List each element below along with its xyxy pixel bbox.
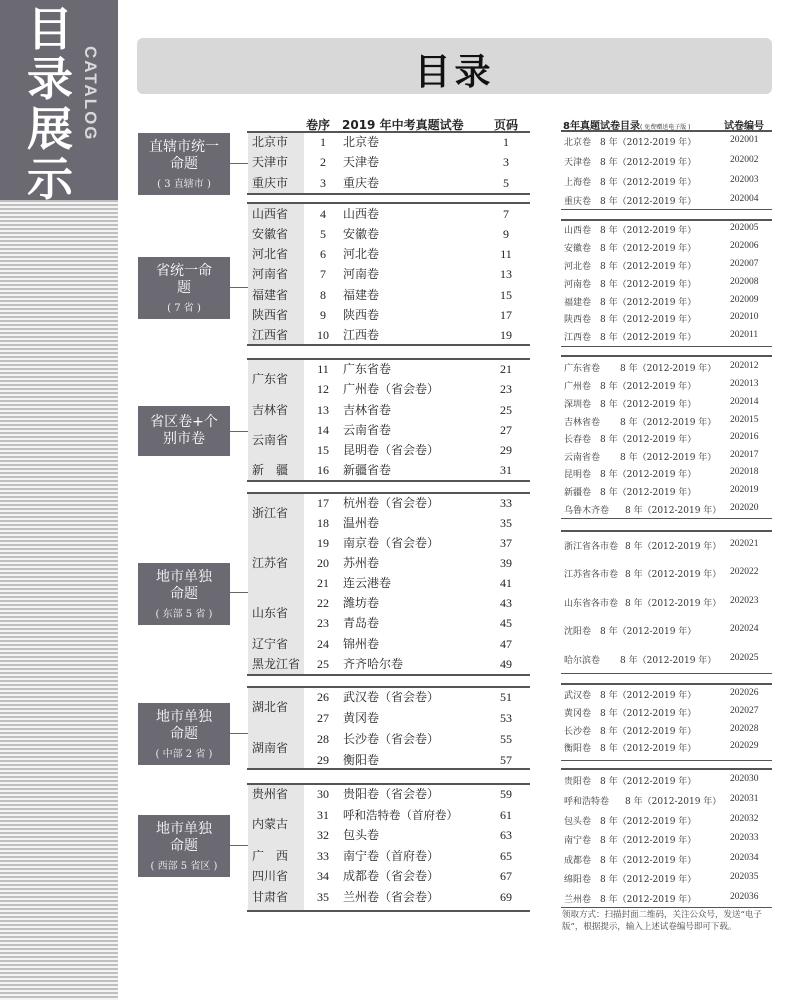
right-row-code: 202010 — [730, 312, 759, 322]
exam-name: 潍坊卷 — [343, 596, 380, 610]
right-row-years: 8 年（2012-2019 年） — [620, 656, 717, 666]
exam-name: 天津卷 — [343, 155, 380, 169]
right-row-name: 成都卷 — [564, 856, 592, 866]
exam-name: 南宁卷（首府卷） — [343, 849, 440, 863]
right-row-code: 202021 — [730, 539, 759, 549]
exam-number: 15 — [317, 443, 329, 457]
exam-page: 59 — [500, 787, 512, 801]
category-box — [138, 133, 230, 195]
exam-page: 3 — [503, 155, 509, 169]
exam-name: 齐齐哈尔卷 — [343, 657, 404, 671]
right-row-code: 202011 — [730, 330, 759, 340]
province-label: 山东省 — [252, 606, 289, 620]
exam-page: 19 — [500, 328, 512, 342]
right-row-code: 202034 — [730, 853, 759, 863]
exam-number: 12 — [317, 382, 329, 396]
right-row-code: 202019 — [730, 485, 759, 495]
province-label: 河北省 — [252, 247, 289, 261]
province-label: 四川省 — [252, 869, 289, 883]
exam-number: 32 — [317, 828, 329, 842]
right-row-years: 8 年（2012-2019 年） — [600, 856, 697, 866]
exam-number: 24 — [317, 637, 329, 651]
category-title: 省统一命题 — [156, 263, 212, 296]
exam-name: 青岛卷 — [343, 616, 380, 630]
category-subtitle: ( 3 直辖市 ) — [157, 179, 211, 190]
exam-number: 21 — [317, 576, 329, 590]
right-row-code: 202017 — [730, 450, 759, 460]
right-row-code: 202035 — [730, 872, 759, 882]
right-row-code: 202025 — [730, 653, 759, 663]
exam-page: 33 — [500, 496, 512, 510]
exam-name: 兰州卷（省会卷） — [343, 890, 440, 904]
category-title: 地市单独命题 — [156, 821, 212, 854]
right-row-code: 202015 — [730, 415, 759, 425]
exam-number: 27 — [317, 711, 329, 725]
exam-name: 包头卷 — [343, 828, 380, 842]
right-row-name: 武汉卷 — [564, 691, 592, 701]
exam-page: 63 — [500, 828, 512, 842]
exam-number: 10 — [317, 328, 329, 342]
exam-page: 17 — [500, 308, 512, 322]
exam-page: 37 — [500, 536, 512, 550]
right-row-years: 8 年（2012-2019 年） — [600, 315, 697, 325]
right-row-name: 新疆卷 — [564, 488, 592, 498]
province-label: 云南省 — [252, 433, 289, 447]
right-row-name: 呼和浩特卷 — [564, 797, 610, 807]
right-row-code: 202016 — [730, 432, 759, 442]
exam-page: 51 — [500, 690, 512, 704]
exam-number: 20 — [317, 556, 329, 570]
right-row-code: 202031 — [730, 794, 759, 804]
exam-name: 苏州卷 — [343, 556, 380, 570]
right-row-code: 202008 — [730, 277, 759, 287]
right-row-years: 8 年（2012-2019 年） — [600, 744, 697, 754]
province-label: 北京市 — [252, 135, 289, 149]
exam-name: 长沙卷（省会卷） — [343, 732, 440, 746]
exam-name: 南京卷（省会卷） — [343, 536, 440, 550]
header-page: 页码 — [494, 118, 519, 132]
exam-page: 43 — [500, 596, 512, 610]
exam-name: 云南省卷 — [343, 423, 392, 437]
right-row-years: 8 年（2012-2019 年） — [600, 435, 697, 445]
province-label: 新 疆 — [252, 463, 289, 477]
exam-page: 53 — [500, 711, 512, 725]
right-row-code: 202029 — [730, 741, 759, 751]
exam-page: 29 — [500, 443, 512, 457]
exam-page: 9 — [503, 227, 509, 241]
exam-name: 新疆省卷 — [343, 463, 392, 477]
exam-page: 47 — [500, 637, 512, 651]
exam-page: 31 — [500, 463, 512, 477]
sidebar-title — [22, 4, 78, 204]
right-row-name: 深圳卷 — [564, 400, 592, 410]
sidebar-title-char: 示 — [27, 152, 73, 206]
province-label: 安徽省 — [252, 227, 289, 241]
right-row-years: 8 年（2012-2019 年） — [600, 333, 697, 343]
exam-number: 29 — [317, 753, 329, 767]
exam-name: 江西卷 — [343, 328, 380, 342]
right-row-name: 哈尔滨卷 — [564, 656, 601, 666]
exam-name: 武汉卷（省会卷） — [343, 690, 440, 704]
exam-page: 1 — [503, 135, 509, 149]
exam-number: 2 — [320, 155, 326, 169]
category-title: 直辖市统一命题 — [149, 139, 219, 172]
right-row-name: 山东省各市卷 — [564, 599, 619, 609]
right-row-years: 8 年（2012-2019 年） — [600, 470, 697, 480]
exam-number: 11 — [317, 362, 329, 376]
exam-name: 呼和浩特卷（首府卷） — [343, 808, 458, 822]
exam-name: 成都卷（省会卷） — [343, 869, 440, 883]
right-row-name: 天津卷 — [564, 158, 592, 168]
exam-page: 65 — [500, 849, 512, 863]
exam-number: 17 — [317, 496, 329, 510]
exam-page: 27 — [500, 423, 512, 437]
exam-page: 21 — [500, 362, 512, 376]
right-row-name: 重庆卷 — [564, 197, 592, 207]
sidebar-title-char: 展 — [27, 102, 73, 156]
right-row-name: 贵阳卷 — [564, 777, 592, 787]
right-row-code: 202007 — [730, 259, 759, 269]
exam-page: 23 — [500, 382, 512, 396]
right-row-name: 江苏省各市卷 — [564, 570, 619, 580]
exam-page: 39 — [500, 556, 512, 570]
right-row-name: 山西卷 — [564, 226, 592, 236]
exam-page: 69 — [500, 890, 512, 904]
right-row-name: 河南卷 — [564, 280, 592, 290]
province-label: 江苏省 — [252, 556, 289, 570]
right-row-name: 上海卷 — [564, 178, 592, 188]
right-row-name: 浙江省各市卷 — [564, 542, 619, 552]
exam-page: 67 — [500, 869, 512, 883]
right-row-name: 陕西卷 — [564, 315, 592, 325]
right-row-name: 黄冈卷 — [564, 709, 592, 719]
header-order: 卷序 — [306, 118, 331, 132]
province-label: 广东省 — [252, 372, 289, 386]
province-label: 天津市 — [252, 155, 289, 169]
exam-number: 5 — [320, 227, 326, 241]
exam-number: 30 — [317, 787, 329, 801]
category-title: 省区卷+个别市卷 — [150, 414, 218, 447]
right-row-name: 北京卷 — [564, 138, 592, 148]
right-row-years: 8 年（2012-2019 年） — [625, 797, 722, 807]
right-row-code: 202022 — [730, 567, 759, 577]
category-box — [138, 815, 230, 877]
right-row-code: 202020 — [730, 503, 759, 513]
exam-name: 昆明卷（省会卷） — [343, 443, 440, 457]
right-row-years: 8 年（2012-2019 年） — [600, 817, 697, 827]
province-label: 江西省 — [252, 328, 289, 342]
exam-number: 9 — [320, 308, 326, 322]
footnote: 领取方式：扫描封面二维码，关注公众号，发送“电子版”，根据提示，输入上述试卷编号即可下载。 — [562, 910, 762, 932]
exam-name: 温州卷 — [343, 516, 380, 530]
exam-number: 33 — [317, 849, 329, 863]
exam-page: 15 — [500, 288, 512, 302]
exam-number: 19 — [317, 536, 329, 550]
right-row-code: 202033 — [730, 833, 759, 843]
right-row-years: 8 年（2012-2019 年） — [600, 382, 697, 392]
exam-name: 广州卷（省会卷） — [343, 382, 440, 396]
exam-page: 35 — [500, 516, 512, 530]
right-row-name: 昆明卷 — [564, 470, 592, 480]
right-row-name: 云南省卷 — [564, 453, 601, 463]
right-row-years: 8 年（2012-2019 年） — [600, 875, 697, 885]
exam-number: 34 — [317, 869, 329, 883]
right-row-name: 衡阳卷 — [564, 744, 592, 754]
right-row-name: 河北卷 — [564, 262, 592, 272]
province-label: 河南省 — [252, 267, 289, 281]
exam-number: 13 — [317, 403, 329, 417]
exam-name: 衡阳卷 — [343, 753, 380, 767]
category-box — [138, 703, 230, 765]
exam-number: 18 — [317, 516, 329, 530]
province-label: 湖北省 — [252, 700, 289, 714]
exam-number: 23 — [317, 616, 329, 630]
right-row-years: 8 年（2012-2019 年） — [600, 262, 697, 272]
exam-page: 5 — [503, 176, 509, 190]
category-title: 地市单独命题 — [156, 569, 212, 602]
right-row-code: 202003 — [730, 175, 759, 185]
province-label: 辽宁省 — [252, 637, 289, 651]
right-row-years: 8 年（2012-2019 年） — [600, 836, 697, 846]
right-row-name: 福建卷 — [564, 298, 592, 308]
catalog-label: CATALOG — [81, 46, 100, 142]
exam-number: 14 — [317, 423, 329, 437]
exam-number: 28 — [317, 732, 329, 746]
exam-number: 4 — [320, 207, 326, 221]
right-row-code: 202028 — [730, 724, 759, 734]
province-label: 山西省 — [252, 207, 289, 221]
right-row-name: 乌鲁木齐卷 — [564, 506, 610, 516]
right-row-years: 8 年（2012-2019 年） — [600, 691, 697, 701]
right-row-years: 8 年（2012-2019 年） — [620, 453, 717, 463]
right-row-name: 安徽卷 — [564, 244, 592, 254]
exam-number: 25 — [317, 657, 329, 671]
right-row-years: 8 年（2012-2019 年） — [625, 570, 722, 580]
province-label: 贵州省 — [252, 787, 289, 801]
category-box — [138, 406, 230, 456]
exam-number: 22 — [317, 596, 329, 610]
right-row-code: 202023 — [730, 596, 759, 606]
right-row-name: 南宁卷 — [564, 836, 592, 846]
exam-number: 16 — [317, 463, 329, 477]
right-row-code: 202026 — [730, 688, 759, 698]
title-banner — [137, 38, 772, 94]
right-row-years: 8 年（2012-2019 年） — [600, 138, 697, 148]
right-row-years: 8 年（2012-2019 年） — [625, 506, 722, 516]
sidebar-title-char: 目 — [27, 2, 73, 56]
exam-page: 49 — [500, 657, 512, 671]
right-row-code: 202032 — [730, 814, 759, 824]
exam-name: 杭州卷（省会卷） — [343, 496, 440, 510]
province-label: 甘肃省 — [252, 890, 289, 904]
exam-name: 河北卷 — [343, 247, 380, 261]
right-row-years: 8 年（2012-2019 年） — [600, 280, 697, 290]
exam-name: 广东省卷 — [343, 362, 392, 376]
exam-page: 55 — [500, 732, 512, 746]
province-label: 湖南省 — [252, 741, 289, 755]
right-row-name: 长春卷 — [564, 435, 592, 445]
exam-name: 山西卷 — [343, 207, 380, 221]
province-label: 浙江省 — [252, 506, 289, 520]
province-label: 陕西省 — [252, 308, 289, 322]
right-row-years: 8 年（2012-2019 年） — [600, 709, 697, 719]
right-row-code: 202024 — [730, 624, 759, 634]
right-row-code: 202001 — [730, 135, 759, 145]
right-row-name: 绵阳卷 — [564, 875, 592, 885]
category-box — [138, 257, 230, 319]
right-header-code: 试卷编号 — [724, 121, 764, 132]
right-header-note: ( 免费赠送电子版 ) — [639, 124, 691, 131]
right-row-name: 长沙卷 — [564, 727, 592, 737]
right-row-years: 8 年（2012-2019 年） — [600, 298, 697, 308]
category-subtitle: ( 西部 5 省区 ) — [150, 861, 218, 872]
right-row-name: 兰州卷 — [564, 895, 592, 905]
exam-page: 13 — [500, 267, 512, 281]
right-row-code: 202002 — [730, 155, 759, 165]
right-row-years: 8 年（2012-2019 年） — [620, 418, 717, 428]
right-row-code: 202027 — [730, 706, 759, 716]
exam-name: 黄冈卷 — [343, 711, 380, 725]
province-label: 广 西 — [252, 849, 289, 863]
exam-number: 3 — [320, 176, 326, 190]
exam-name: 贵阳卷（省会卷） — [343, 787, 440, 801]
right-row-years: 8 年（2012-2019 年） — [600, 244, 697, 254]
category-subtitle: ( 东部 5 省 ) — [155, 609, 213, 620]
right-header-title-text: 8年真题试卷目录 — [563, 121, 640, 132]
exam-name: 北京卷 — [343, 135, 380, 149]
exam-number: 6 — [320, 247, 326, 261]
right-row-years: 8 年（2012-2019 年） — [620, 364, 717, 374]
right-row-code: 202030 — [730, 774, 759, 784]
exam-page: 7 — [503, 207, 509, 221]
right-row-years: 8 年（2012-2019 年） — [600, 226, 697, 236]
right-row-years: 8 年（2012-2019 年） — [600, 777, 697, 787]
right-row-code: 202014 — [730, 397, 759, 407]
right-row-name: 包头卷 — [564, 817, 592, 827]
exam-name: 锦州卷 — [343, 637, 380, 651]
right-row-years: 8 年（2012-2019 年） — [600, 400, 697, 410]
exam-number: 7 — [320, 267, 326, 281]
exam-name: 安徽卷 — [343, 227, 380, 241]
right-row-code: 202009 — [730, 295, 759, 305]
right-row-name: 沈阳卷 — [564, 627, 592, 637]
exam-name: 重庆卷 — [343, 176, 380, 190]
right-row-name: 吉林省卷 — [564, 418, 601, 428]
right-row-code: 202013 — [730, 379, 759, 389]
exam-page: 11 — [500, 247, 512, 261]
exam-page: 25 — [500, 403, 512, 417]
right-row-years: 8 年（2012-2019 年） — [625, 599, 722, 609]
exam-number: 31 — [317, 808, 329, 822]
category-box — [138, 563, 230, 625]
right-row-years: 8 年（2012-2019 年） — [600, 158, 697, 168]
province-label: 重庆市 — [252, 176, 289, 190]
exam-name: 连云港卷 — [343, 576, 392, 590]
page-title: 目录 — [414, 52, 495, 93]
right-row-name: 广州卷 — [564, 382, 592, 392]
exam-name: 福建卷 — [343, 288, 380, 302]
exam-page: 61 — [500, 808, 512, 822]
right-row-code: 202036 — [730, 892, 759, 902]
right-row-code: 202012 — [730, 361, 759, 371]
right-row-code: 202005 — [730, 223, 759, 233]
province-label: 黑龙江省 — [252, 657, 301, 671]
right-row-years: 8 年（2012-2019 年） — [625, 542, 722, 552]
exam-number: 26 — [317, 690, 329, 704]
right-row-years: 8 年（2012-2019 年） — [600, 627, 697, 637]
right-row-years: 8 年（2012-2019 年） — [600, 727, 697, 737]
exam-page: 45 — [500, 616, 512, 630]
exam-name: 河南卷 — [343, 267, 380, 281]
category-subtitle: ( 中部 2 省 ) — [155, 749, 213, 760]
exam-page: 41 — [500, 576, 512, 590]
right-row-name: 江西卷 — [564, 333, 592, 343]
right-row-code: 202018 — [730, 467, 759, 477]
category-title: 地市单独命题 — [156, 709, 212, 742]
right-row-years: 8 年（2012-2019 年） — [600, 197, 697, 207]
exam-number: 1 — [320, 135, 326, 149]
right-row-years: 8 年（2012-2019 年） — [600, 488, 697, 498]
right-row-code: 202004 — [730, 194, 759, 204]
province-label: 吉林省 — [252, 403, 289, 417]
province-label: 福建省 — [252, 288, 289, 302]
category-subtitle: ( 7 省 ) — [167, 303, 201, 314]
exam-name: 陕西卷 — [343, 308, 380, 322]
exam-page: 57 — [500, 753, 512, 767]
sidebar-title-char: 录 — [27, 52, 73, 106]
right-row-years: 8 年（2012-2019 年） — [600, 178, 697, 188]
header-exam: 2019 年中考真题试卷 — [342, 118, 464, 132]
province-label: 内蒙古 — [252, 817, 289, 831]
exam-number: 35 — [317, 890, 329, 904]
exam-name: 吉林省卷 — [343, 403, 392, 417]
right-row-years: 8 年（2012-2019 年） — [600, 895, 697, 905]
right-row-code: 202006 — [730, 241, 759, 251]
right-row-name: 广东省卷 — [564, 364, 601, 374]
exam-number: 8 — [320, 288, 326, 302]
